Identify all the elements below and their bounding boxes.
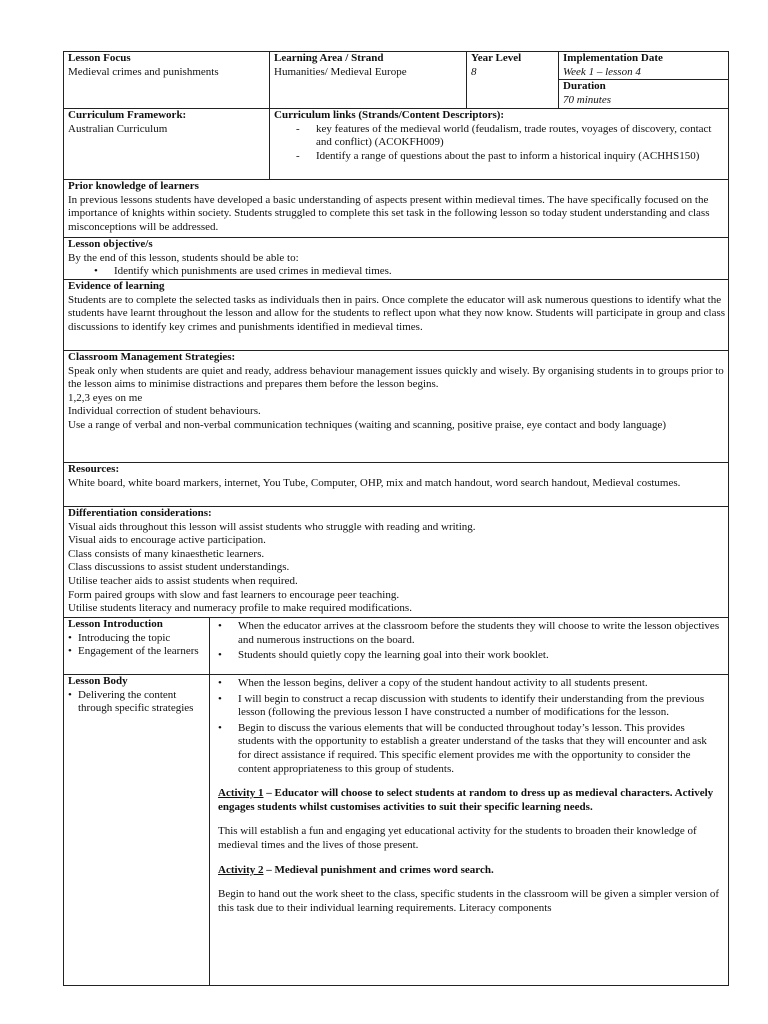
framework-value: Australian Curriculum (68, 122, 168, 135)
lesson-focus-cell (64, 52, 270, 109)
evidence-cell (64, 280, 729, 351)
evidence-row (64, 280, 729, 351)
introduction-label-cell (64, 618, 210, 675)
introduction-label: Lesson Introduction (68, 618, 163, 630)
year-level-value: 8 (471, 65, 477, 78)
body-item: • Begin to discuss the various elements that will be conducted throughout today’s lesson. This provides students with the opportunity to establish a greater understand of the tasks that they will encounter and ask for direct assistance if required. This specific element provides me with the opportunity to consider the content appropriateness to this group of students. (214, 722, 722, 776)
activity-1-label: Activity 1 (218, 787, 264, 800)
differentiation-label: Differentiation considerations: (68, 507, 212, 519)
management-cell (64, 351, 729, 463)
evidence-label: Evidence of learning (68, 280, 165, 292)
management-line: Use a range of verbal and non-verbal communication techniques (waiting and scanning, positive praise, eye contact and body language) (68, 418, 667, 431)
learning-area-value: Humanities/ Medieval Europe (274, 65, 407, 78)
differentiation-line: Utilise students literacy and numeracy profile to make required modifications. (68, 602, 412, 615)
resources-label: Resources: (68, 463, 120, 475)
objective-item: • Identify which punishments are used crimes in medieval times. (68, 265, 728, 279)
objective-text: By the end of this lesson, students should be able to: (68, 251, 299, 264)
introduction-sub-item: • Engagement of the learners (68, 645, 209, 659)
prior-knowledge-text: In previous lessons students have developed a basic understanding of aspects present within medieval times. The have specifically focused on the importance of knights within society. Students struggled to complete this set task in the following lesson so today student understanding and class misconceptions will be addressed. (68, 193, 710, 233)
management-label: Classroom Management Strategies: (68, 351, 236, 363)
differentiation-line: Utilise teacher aids to assist students when required. (68, 574, 298, 587)
body-item: • I will begin to construct a recap discussion with students to identify their understanding from the previous lesson (following the previous lesson I have constructed a number of modifications for the lesson. (214, 693, 722, 720)
activity-1-heading (214, 787, 722, 814)
introduction-content-cell (210, 618, 729, 675)
differentiation-line: Form paired groups with slow and fast learners to encourage peer teaching. (68, 588, 400, 601)
curriculum-links-label: Curriculum links (Strands/Content Descriptors): (274, 109, 505, 121)
activity-1-text: This will establish a fun and engaging yet educational activity for the students to broaden their knowledge of medieval times and the lives of those present. (218, 825, 697, 851)
prior-knowledge-row (64, 180, 729, 238)
body-sub-item: • Delivering the content through specific strategies (68, 689, 209, 716)
differentiation-line: Class discussions to assist student understandings. (68, 561, 290, 574)
curriculum-link-item: - Identify a range of questions about the past to inform a historical inquiry (ACHHS150) (274, 150, 728, 164)
lesson-plan-table (63, 51, 729, 986)
duration-value: 70 minutes (563, 93, 611, 106)
management-line: Individual correction of student behaviours. (68, 405, 261, 418)
objective-cell (64, 238, 729, 280)
implementation-value: Week 1 – lesson 4 (563, 65, 641, 78)
introduction-item: • When the educator arrives at the classroom before the students they will choose to write the lesson objectives and numerous instructions on the board. (214, 620, 728, 647)
activity-2-label: Activity 2 (218, 863, 264, 876)
learning-area-cell (270, 52, 467, 109)
duration-label: Duration (563, 80, 606, 93)
differentiation-cell (64, 507, 729, 618)
year-level-label: Year Level (471, 52, 522, 64)
resources-cell (64, 463, 729, 507)
differentiation-row (64, 507, 729, 618)
implementation-label: Implementation Date (563, 52, 663, 64)
body-item: • When the lesson begins, deliver a copy of the student handout activity to all students present. (214, 677, 722, 691)
management-line: 1,2,3 eyes on me (68, 391, 143, 404)
lesson-focus-value: Medieval crimes and punishments (68, 65, 219, 78)
prior-knowledge-cell (64, 180, 729, 238)
introduction-sub-item: • Introducing the topic (68, 632, 209, 646)
framework-cell (64, 109, 270, 180)
resources-row (64, 463, 729, 507)
learning-area-label: Learning Area / Strand (274, 52, 384, 64)
evidence-text: Students are to complete the selected tasks as individuals then in pairs. Once complete the educator will ask numerous questions to identify what the students have learnt throughout the lesson and allow for the students to reflect upon what they now know. Students will participate in group and class discussions to identify key crimes and punishments identified in medieval times. (68, 293, 726, 333)
curriculum-link-item: - key features of the medieval world (feudalism, trade routes, voyages of discovery, contact and conflict) (ACOKFH009) (274, 123, 728, 150)
resources-text: White board, white board markers, internet, You Tube, Computer, OHP, mix and match handout, word search handout, Medieval costumes. (68, 476, 681, 489)
curriculum-links-cell (270, 109, 729, 180)
introduction-row (64, 618, 729, 675)
differentiation-line: Visual aids to encourage active participation. (68, 534, 266, 547)
activity-2-title: – Medieval punishment and crimes word search. (263, 863, 494, 876)
header-row (64, 52, 729, 109)
lesson-plan-document (63, 51, 728, 986)
differentiation-line: Visual aids throughout this lesson will assist students who struggle with reading and writing. (68, 520, 476, 533)
objective-row (64, 238, 729, 280)
framework-label: Curriculum Framework: (68, 109, 187, 121)
introduction-item: • Students should quietly copy the learning goal into their work booklet. (214, 649, 728, 663)
objective-label: Lesson objective/s (68, 238, 153, 250)
body-label-cell (64, 675, 210, 986)
management-line: Speak only when students are quiet and ready, address behaviour management issues quickly and wisely. By organising students in to groups prior to the lesson aims to minimise distractions and prepares them before the lesson begins. (68, 364, 724, 391)
body-content-cell (210, 675, 729, 986)
year-level-cell (467, 52, 559, 109)
activity-2-text: Begin to hand out the work sheet to the class, specific students in the classroom will be given a simpler version of this task due to their individual learning requirements. Literacy components (218, 888, 720, 914)
differentiation-line: Class consists of many kinaesthetic learners. (68, 547, 265, 560)
activity-1-title: – Educator will choose to select students at random to dress up as medieval characters. Actively engages students whilst customises activities to suit their specific learning needs. (218, 787, 714, 813)
implementation-cell (559, 52, 729, 109)
lesson-focus-label: Lesson Focus (68, 52, 131, 64)
management-row (64, 351, 729, 463)
body-row (64, 675, 729, 986)
activity-2-heading (214, 864, 722, 878)
body-label: Lesson Body (68, 675, 128, 687)
prior-knowledge-label: Prior knowledge of learners (68, 180, 199, 192)
curriculum-row (64, 109, 729, 180)
